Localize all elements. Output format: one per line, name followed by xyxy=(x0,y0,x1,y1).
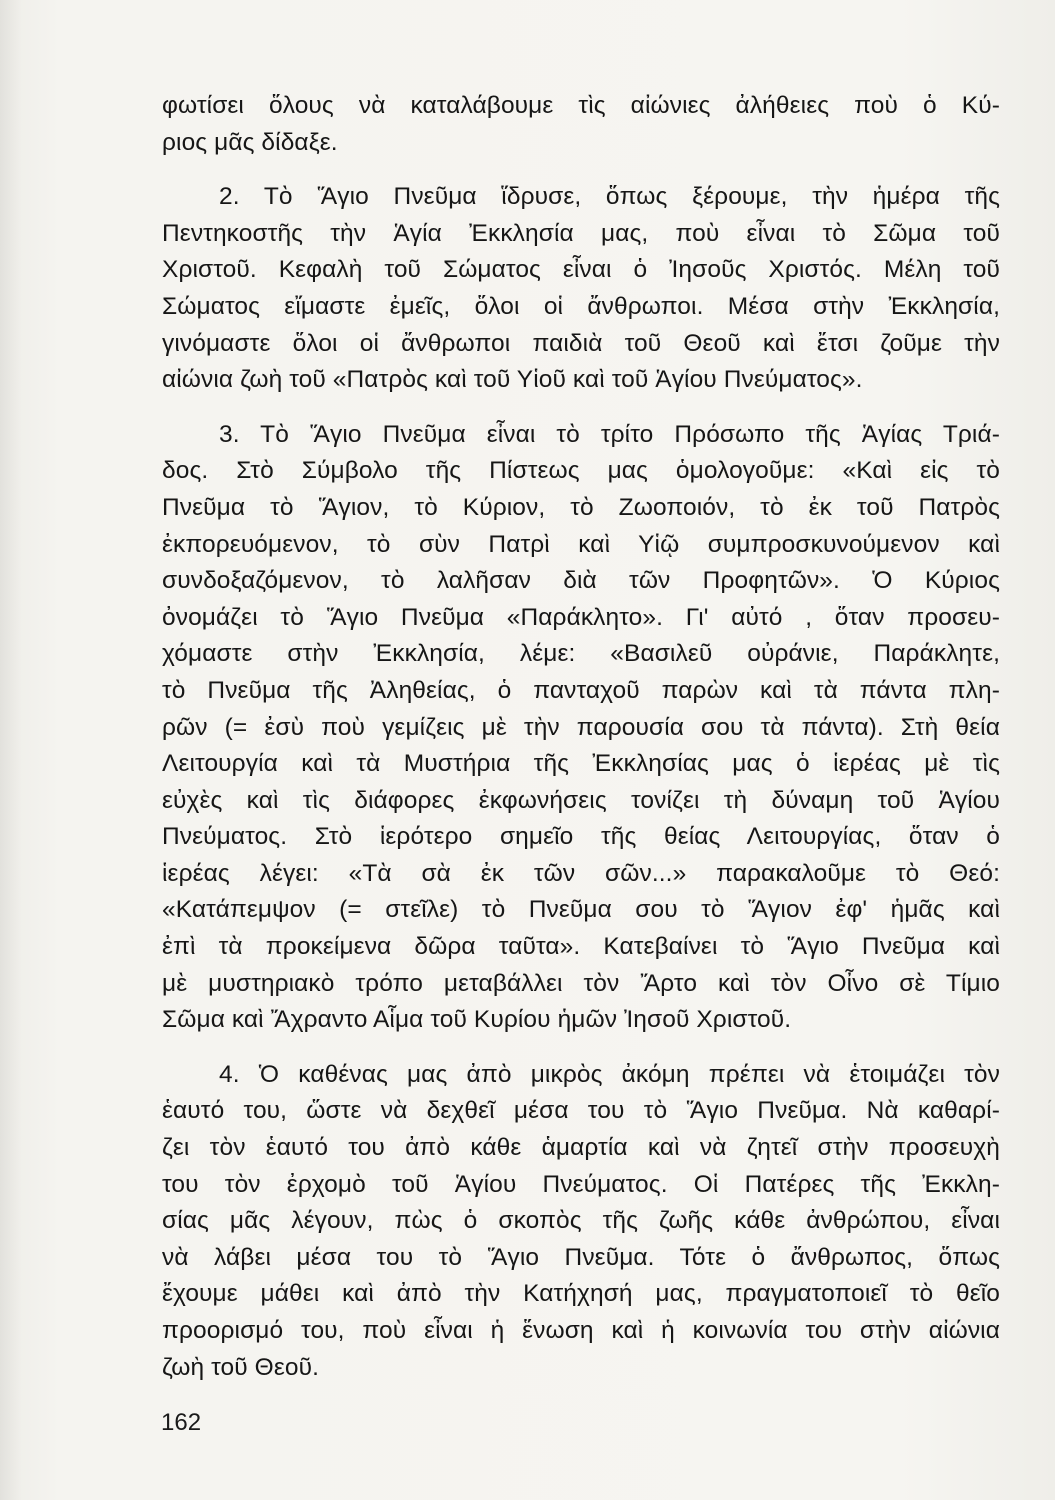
text-line: δος. Στὸ Σύμβολο τῆς Πίστεως μας ὁμολογοῦμε: «Καὶ εἰς τὸ xyxy=(162,457,1000,485)
text-line: νὰ λάβει μέσα του τὸ Ἅγιο Πνεῦμα. Τότε ὁ ἄνθρωπος, ὅπως xyxy=(162,1243,1000,1271)
text-line: ἑαυτό του, ὥστε νὰ δεχθεῖ μέσα του τὸ Ἅγιο Πνεῦμα. Νὰ καθαρί- xyxy=(162,1097,1000,1125)
text-line: του τὸν ἐρχομὸ τοῦ Ἁγίου Πνεύματος. Οἱ Πατέρες τῆς Ἐκκλη- xyxy=(162,1170,1000,1198)
text-line: Χριστοῦ. Κεφαλὴ τοῦ Σώματος εἶναι ὁ Ἰησοῦς Χριστός. Μέλη τοῦ xyxy=(162,256,1000,284)
text-line: Πεντηκοστῆς τὴν Ἁγία Ἐκκλησία μας, ποὺ εἶναι τὸ Σῶμα τοῦ xyxy=(162,219,1000,247)
text-line: Πνεῦμα τὸ Ἅγιον, τὸ Κύριον, τὸ Ζωοποιόν, τὸ ἐκ τοῦ Πατρὸς xyxy=(162,493,1000,521)
text-line: σίας μᾶς λέγουν, πὼς ὁ σκοπὸς τῆς ζωῆς κάθε ἀνθρώπου, εἶναι xyxy=(162,1207,1000,1235)
text-line: ριος μᾶς δίδαξε. xyxy=(162,128,338,156)
text-line: ἱερέας λέγει: «Τὰ σὰ ἐκ τῶν σῶν...» παρακαλοῦμε τὸ Θεό: xyxy=(162,859,1000,887)
paragraph-4-start: 4. Ὁ καθένας μας ἀπὸ μικρὸς ἀκόμη πρέπει νὰ ἑτοιμάζει τὸν xyxy=(219,1060,1000,1088)
text-line: Σώματος εἴμαστε ἐμεῖς, ὅλοι οἱ ἄνθρωποι. Μέσα στὴν Ἐκκλησία, xyxy=(162,292,1000,320)
text-line: τὸ Πνεῦμα τῆς Ἀληθείας, ὁ πανταχοῦ παρὼν καὶ τὰ πάντα πλη- xyxy=(162,676,1000,704)
paragraph-gap xyxy=(162,161,1000,179)
text-line: ζωὴ τοῦ Θεοῦ. xyxy=(162,1353,319,1381)
text-line: Σῶμα καὶ Ἄχραντο Αἷμα τοῦ Κυρίου ἡμῶν Ἰησοῦ Χριστοῦ. xyxy=(162,1006,792,1034)
text-line: ζει τὸν ἑαυτό του ἀπὸ κάθε ἁμαρτία καὶ νὰ ζητεῖ στὴν προσευχὴ xyxy=(162,1134,1000,1162)
text-line: ἐπὶ τὰ προκείμενα δῶρα ταῦτα». Κατεβαίνει τὸ Ἅγιο Πνεῦμα καὶ xyxy=(162,933,1000,961)
text-line: «Κατάπεμψον (= στεῖλε) τὸ Πνεῦμα σου τὸ Ἅγιον ἐφ' ἡμᾶς καὶ xyxy=(162,896,1000,924)
paragraph-3-start: 3. Τὸ Ἅγιο Πνεῦμα εἶναι τὸ τρίτο Πρόσωπο τῆς Ἁγίας Τριά- xyxy=(219,420,1000,448)
text-line: χόμαστε στὴν Ἐκκλησία, λέμε: «Βασιλεῦ οὐράνιε, Παράκλητε, xyxy=(162,640,1000,668)
text-line: Πνεύματος. Στὸ ἱερότερο σημεῖο τῆς θείας Λειτουργίας, ὅταν ὁ xyxy=(162,823,1000,851)
paragraph-gap xyxy=(162,399,1000,417)
text-line: συνδοξαζόμενον, τὸ λαλῆσαν διὰ τῶν Προφητῶν». Ὁ Κύριος xyxy=(162,567,1000,595)
text-line: ἔχουμε μάθει καὶ ἀπὸ τὴν Κατήχησή μας, πραγματοποιεῖ τὸ θεῖο xyxy=(162,1280,1000,1308)
text-line: Λειτουργία καὶ τὰ Μυστήρια τῆς Ἐκκλησίας μας ὁ ἱερέας μὲ τὶς xyxy=(162,750,1000,778)
text-line: γινόμαστε ὅλοι οἱ ἄνθρωποι παιδιὰ τοῦ Θεοῦ καὶ ἔτσι ζοῦμε τὴν xyxy=(162,329,1000,357)
text-line: εὐχὲς καὶ τὶς διάφορες ἐκφωνήσεις τονίζει τὴ δύναμη τοῦ Ἁγίου xyxy=(162,786,1000,814)
text-line: ἐκπορευόμενον, τὸ σὺν Πατρὶ καὶ Υἱῷ συμπροσκυνούμενον καὶ xyxy=(162,530,1000,558)
text-line: ὀνομάζει τὸ Ἅγιο Πνεῦμα «Παράκλητο». Γι' αὐτό , ὅταν προσευ- xyxy=(162,603,1000,631)
text-line: ρῶν (= ἐσὺ ποὺ γεμίζεις μὲ τὴν παρουσία σου τὰ πάντα). Στὴ θεία xyxy=(162,713,1000,741)
paragraph-2-start: 2. Τὸ Ἅγιο Πνεῦμα ἵδρυσε, ὅπως ξέρουμε, τὴν ἡμέρα τῆς xyxy=(219,183,1000,211)
body-text xyxy=(162,88,1000,1386)
text-line: προορισμό του, ποὺ εἶναι ἡ ἕνωση καὶ ἡ κοινωνία του στὴν αἰώνια xyxy=(162,1317,1000,1344)
text-line: αἰώνια ζωὴ τοῦ «Πατρὸς καὶ τοῦ Υἱοῦ καὶ τοῦ Ἁγίου Πνεύματος». xyxy=(162,366,863,394)
text-line: μὲ μυστηριακὸ τρόπο μεταβάλλει τὸν Ἄρτο καὶ τὸν Οἶνο σὲ Τίμιο xyxy=(162,969,1000,997)
scan-edge-shadow xyxy=(0,0,22,1500)
paragraph-gap xyxy=(162,1039,1000,1057)
page-number: 162 xyxy=(161,1409,202,1436)
text-line: φωτίσει ὅλους νὰ καταλάβουμε τὶς αἰώνιες ἀλήθειες ποὺ ὁ Κύ- xyxy=(162,92,1000,119)
